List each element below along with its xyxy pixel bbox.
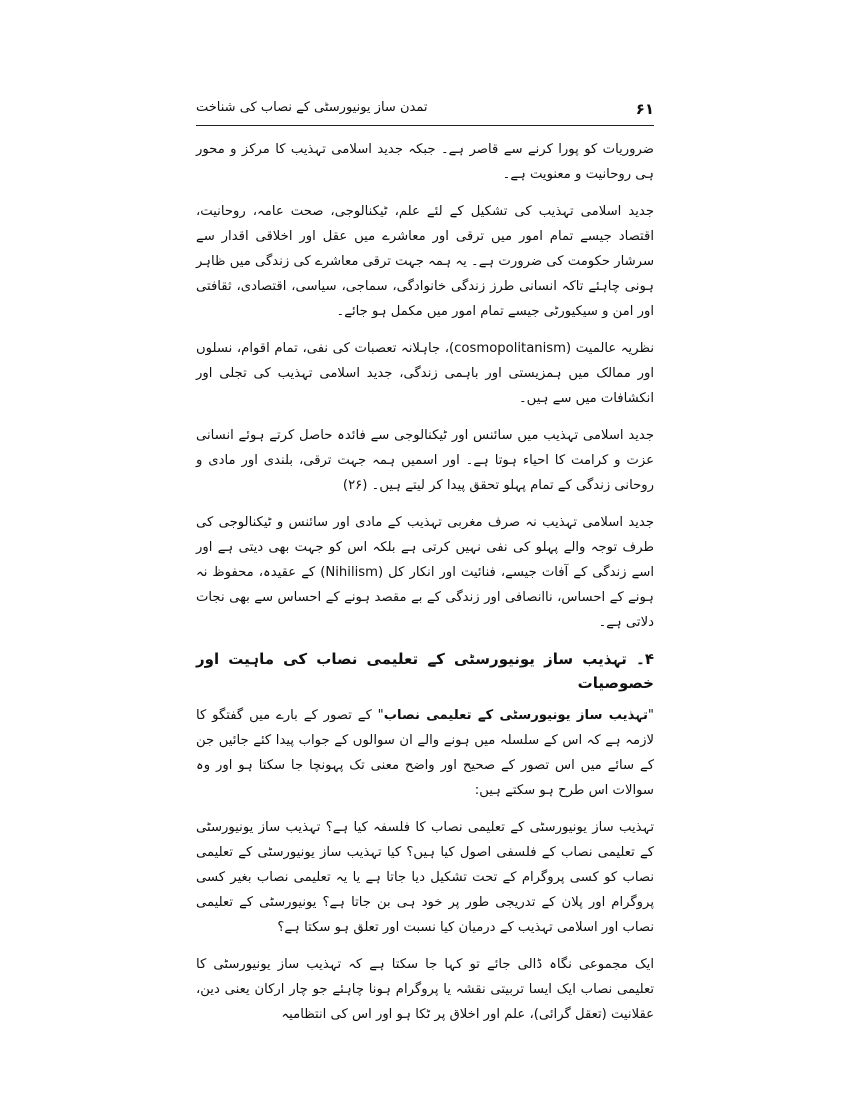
cosmopolitanism-term: cosmopolitanism — [454, 341, 567, 356]
paragraph-5-text-b: ) کے عقیدہ، محفوظ نہ ہونے کے احساس، ناانصافی اور زندگی کے بے مقصد ہونے کے احساس سے بھی نجات دلاتی ہے۔ — [196, 565, 654, 630]
paragraph-3-text-b: )، جاہلانہ تعصبات کی نفی، تمام اقوام، نسلوں اور ممالک میں ہمزیستی اور باہمی زندگی، جدید اسلامی تہذیب کی تجلی اور انکشافات میں سے ہیں۔ — [196, 341, 654, 406]
paragraph-2: جدید اسلامی تہذیب کی تشکیل کے لئے علم، ٹیکنالوجی، صحت عامہ، روحانیت، اقتصاد جیسے تمام امور میں ترقی اور معاشرے میں عقل اور اخلاقی اقدار سے سرشار حکومت کی ضرورت ہے۔ یہ ہمہ جہت ترقی معاشرے کی زندگی میں ظاہر ہونی چاہئے تاکہ انسانی طرز زندگی خانوادگی، سماجی، سیاسی، اقتصادی، ثقافتی اور امن و سیکیورٹی جیسے تمام امور میں مکمل ہو جائے۔ — [196, 204, 654, 319]
paragraph-5 — [196, 510, 654, 635]
paragraph-6-bold-term: تہذیب ساز یونیورسٹی کے تعلیمی نصاب — [383, 708, 648, 723]
page-header — [196, 98, 654, 124]
page-number: ۶۱ — [635, 100, 654, 118]
paragraph-8: ایک مجموعی نگاہ ڈالی جائے تو کہا جا سکتا ہے کہ تہذیب ساز یونیورسٹی کا تعلیمی نصاب ایک ایسا تربیتی نقشہ یا پروگرام ہونا چاہئے جو چار ارکان یعنی دین، عقلانیت (تعقل گرائی)، علم اور اخلاق پر ٹکا ہو اور اس کی انتظامیہ — [196, 957, 654, 1022]
paragraph-3 — [196, 336, 654, 411]
header-rule — [196, 125, 654, 126]
section-heading: ۴۔ تہذیب ساز یونیورسٹی کے تعلیمی نصاب کی ماہیت اور خصوصیات — [196, 650, 654, 692]
paragraph-5-text-a: جدید اسلامی تہذیب نہ صرف مغربی تہذیب کے مادی اور سائنس و ٹیکنالوجی کی طرف توجہ والے پہلو کی نفی نہیں کرتی ہے بلکہ اس کو جہت بھی دیتی ہے اور اسے زندگی کے آفات جیسے، فنائیت اور انکار کل ( — [196, 515, 655, 580]
nihilism-term: Nihilism — [325, 565, 378, 580]
running-title: تمدن ساز یونیورسٹی کے نصاب کی شناخت — [196, 100, 428, 115]
paragraph-6 — [196, 703, 654, 803]
paragraph-1: ضروریات کو پورا کرنے سے قاصر ہے۔ جبکہ جدید اسلامی تہذیب کا مرکز و محور ہی روحانیت و معنویت ہے۔ — [196, 142, 654, 182]
paragraph-6-text: " کے تصور کے بارے میں گفتگو کا لازمہ ہے کہ اس کے سلسلہ میں ہونے والے ان سوالوں کے جواب پیدا کئے جائیں جن کے سائے میں اس تصور کے صحیح اور واضح معنی تک پہونچا جا سکتا ہو اور وہ سوالات اس طرح ہو سکتے ہیں: — [196, 708, 654, 798]
paragraph-4: جدید اسلامی تہذیب میں سائنس اور ٹیکنالوجی سے فائدہ حاصل کرتے ہوئے انسانی عزت و کرامت کا احیاء ہوتا ہے۔ اور اسمیں ہمہ جہت ترقی، بلندی اور مادی و روحانی زندگی کے تمام پہلو تحقق پیدا کر لیتے ہیں۔ (۲۶) — [196, 428, 654, 493]
page-body — [196, 137, 654, 1039]
paragraph-3-text-a: نظریہ عالمیت ( — [566, 341, 654, 356]
paragraph-7: تہذیب ساز یونیورسٹی کے تعلیمی نصاب کا فلسفہ کیا ہے؟ تہذیب ساز یونیورسٹی کے تعلیمی نصاب کے فلسفی اصول کیا ہیں؟ کیا تہذیب ساز یونیورسٹی کے تعلیمی نصاب کو کسی پروگرام کے تحت تشکیل دیا جاتا ہے یا یہ تعلیمی نصاب بغیر کسی پروگرام اور پلان کے تدریجی طور پر خود ہی بن جاتا ہے؟ یونیورسٹی کے تعلیمی نصاب اور اسلامی تہذیب کے درمیان کیا نسبت اور تعلق ہو سکتا ہے؟ — [196, 820, 654, 935]
paragraph-6-quote: " — [647, 708, 654, 723]
